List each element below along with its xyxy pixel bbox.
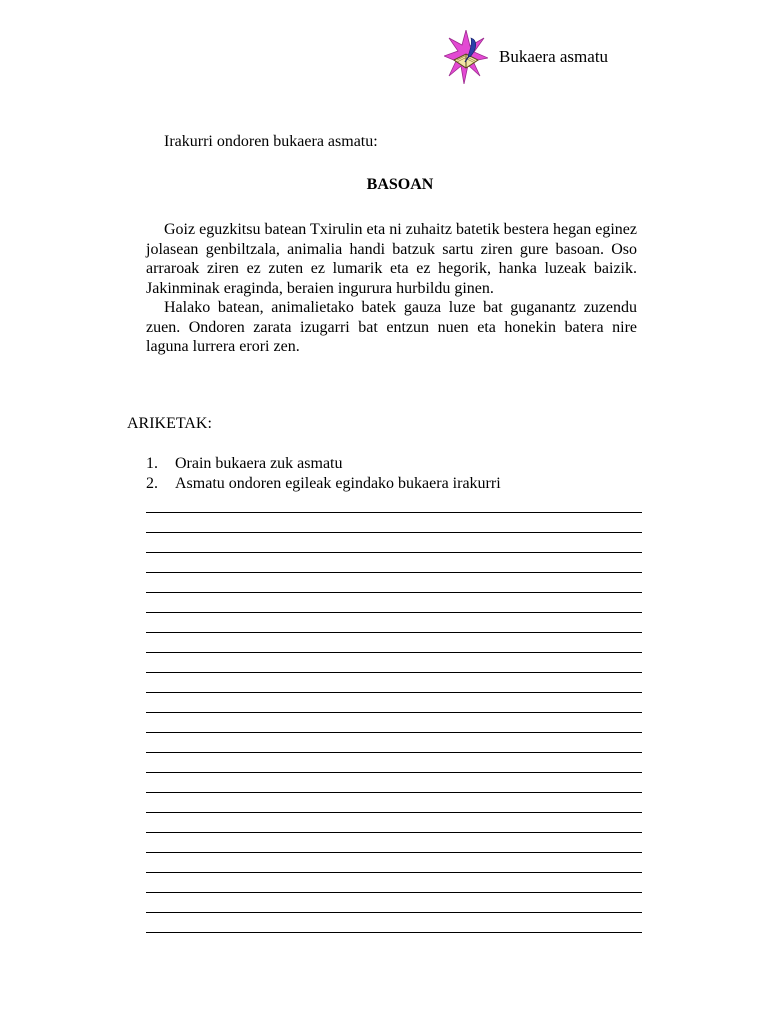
answer-line xyxy=(146,512,642,513)
story-title: BASOAN xyxy=(366,176,434,193)
answer-line xyxy=(146,652,642,653)
answer-line xyxy=(146,912,642,913)
answer-line xyxy=(146,552,642,553)
story-paragraph: Halako batean, animalietako batek gauza luze bat guganantz zuzendu zuen. Ondoren zarata izugarri bat entzun nuen eta honekin batera nire laguna lurrera erori zen. xyxy=(146,299,637,355)
exercise-number: 2. xyxy=(146,475,158,492)
answer-line xyxy=(146,792,642,793)
instruction-text: Irakurri ondoren bukaera asmatu: xyxy=(164,133,378,150)
story-paragraph: Goiz eguzkitsu batean Txirulin eta ni zuhaitz batetik bestera hegan eginez jolasean genbiltzala, animalia handi batzuk sartu ziren gure basoan. Oso arraroak ziren ez zuten ez lumarik eta ez hegorik, hanka luzeak baizik. Jakinminak eraginda, beraien ingurura hurbildu ginen. xyxy=(146,221,637,297)
page-header xyxy=(440,30,660,86)
answer-line xyxy=(146,572,642,573)
answer-line xyxy=(146,632,642,633)
answer-line xyxy=(146,812,642,813)
exercise-text: Asmatu ondoren egileak egindako bukaera irakurri xyxy=(175,475,501,492)
answer-line xyxy=(146,672,642,673)
answer-line xyxy=(146,832,642,833)
book-with-quill-star-icon xyxy=(444,30,488,84)
exercise-text: Orain bukaera zuk asmatu xyxy=(175,455,343,472)
exercise-item xyxy=(146,474,501,494)
answer-line xyxy=(146,592,642,593)
answer-writing-area xyxy=(146,512,642,942)
story-text xyxy=(146,220,637,357)
exercise-number: 1. xyxy=(146,455,158,472)
answer-line xyxy=(146,932,642,933)
answer-line xyxy=(146,892,642,893)
answer-line xyxy=(146,732,642,733)
answer-line xyxy=(146,612,642,613)
answer-line xyxy=(146,532,642,533)
answer-line xyxy=(146,692,642,693)
exercise-item xyxy=(146,454,501,474)
answer-line xyxy=(146,872,642,873)
exercise-list xyxy=(146,454,501,494)
answer-line xyxy=(146,712,642,713)
header-title: Bukaera asmatu xyxy=(499,47,609,66)
answer-line xyxy=(146,772,642,773)
answer-line xyxy=(146,852,642,853)
exercises-heading: ARIKETAK: xyxy=(127,415,212,432)
answer-line xyxy=(146,752,642,753)
